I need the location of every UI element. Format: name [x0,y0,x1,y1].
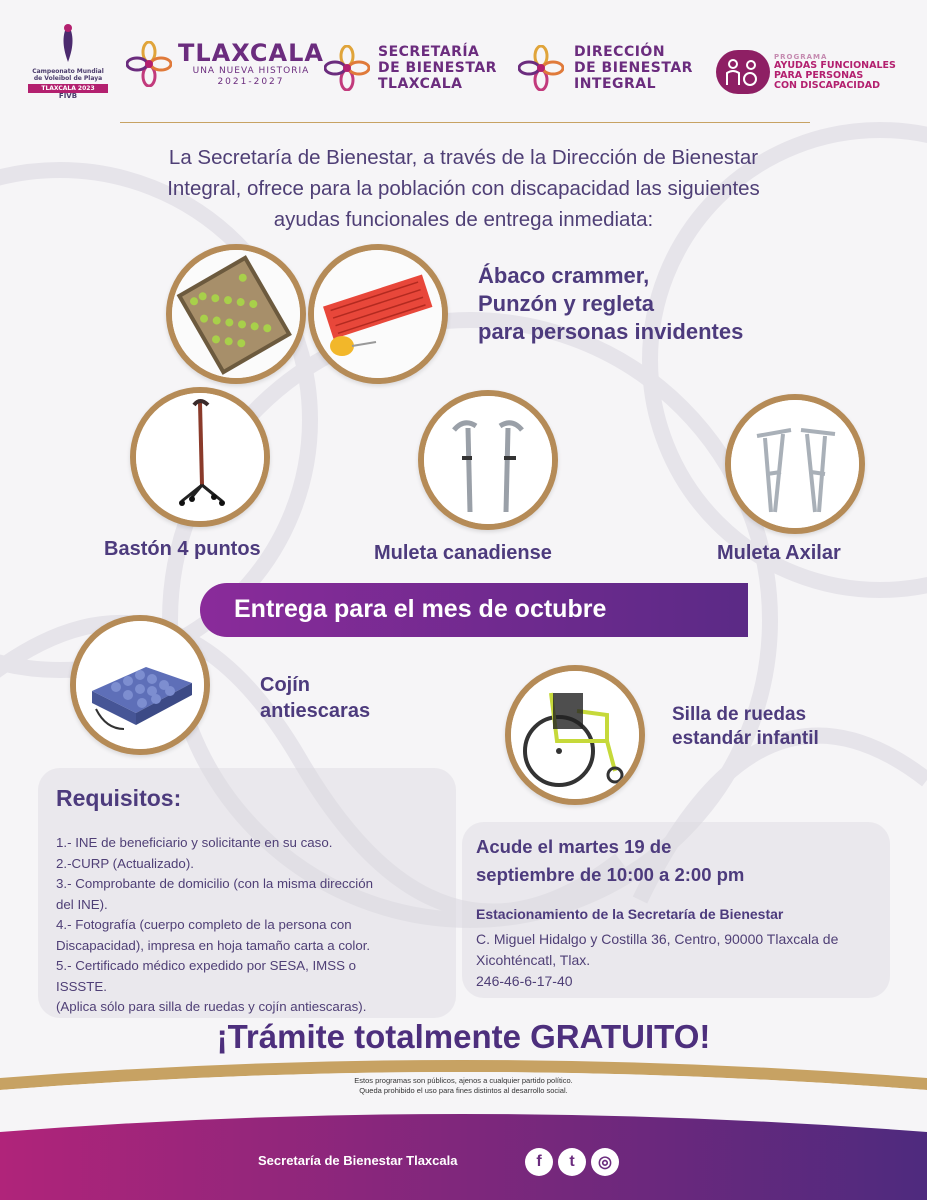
silla-ruedas-photo [505,665,645,805]
disclaimer [0,1076,927,1096]
direccion-line: Xicohténcatl, Tlax. [476,952,591,968]
programa-line: PARA PERSONAS [774,70,864,81]
acude-text [476,833,876,889]
programa-line: CON DISCAPACIDAD [774,80,880,91]
intro-text [50,142,877,235]
requisito-line: (Aplica sólo para silla de ruedas y cojín antiescaras). [56,999,367,1014]
intro-line: La Secretaría de Bienestar, a través de la Dirección de Bienestar [168,146,759,169]
instagram-glyph: ◎ [598,1154,612,1171]
acude-line: septiembre de 10:00 a 2:00 pm [476,864,745,885]
campeonato-line: de Voleibol de Playa [33,75,103,82]
footer-text: Secretaría de Bienestar Tlaxcala [258,1153,458,1168]
secretaria-line: DE BIENESTAR [378,60,497,76]
header-divider [120,122,810,123]
abaco-label [478,262,743,346]
direccion-line: DIRECCIÓN [574,44,666,60]
secretaria-line: SECRETARÍA [378,44,480,60]
telefono: 246-46-6-17-40 [476,973,573,989]
disclaimer-line: Estos programas son públicos, ajenos a cualquier partido político. [354,1076,573,1085]
silla-line: Silla de ruedas [672,704,807,725]
abaco-line: Punzón y regleta [478,291,655,316]
intro-line: Integral, ofrece para la población con discapacidad las siguientes [167,177,760,200]
muleta-axilar-label: Muleta Axilar [717,542,841,564]
muleta-axilar-photo [725,394,865,534]
intro-line: ayudas funcionales de entrega inmediata: [273,208,654,231]
secretaria-logo [324,44,497,92]
disclaimer-line: Queda prohibido el uso para fines distintos al desarrollo social. [359,1086,568,1095]
facebook-glyph: f [536,1153,542,1170]
direccion-line: C. Miguel Hidalgo y Costilla 36, Centro, 90000 Tlaxcala de [476,931,839,947]
flower-icon [324,45,370,91]
programa-label: PROGRAMA [774,53,828,61]
campeonato-line: Campeonato Mundial [32,68,104,75]
silla-line: estandár infantil [672,728,819,749]
programa-line: AYUDAS FUNCIONALES [774,60,896,71]
cojin-label [260,672,370,724]
abaco-photo [166,244,306,384]
instagram-icon[interactable] [591,1148,619,1176]
family-icon [716,50,770,94]
requisitos-title: Requisitos: [56,785,182,811]
cojin-line: antiescaras [260,700,371,722]
programa-logo [716,50,896,94]
campeonato-logo [28,22,108,100]
requisito-line: 3.- Comprobante de domicilio (con la misma dirección [56,876,374,891]
entrega-banner-text: Entrega para el mes de octubre [234,595,607,623]
fivb-label: FIVB [58,92,78,100]
baston-label: Bastón 4 puntos [104,538,261,560]
requisito-line: 5.- Certificado médico expedido por SESA, IMSS o [56,958,357,973]
gratuito-headline: ¡Trámite totalmente GRATUITO! [216,1018,711,1055]
requisito-line: 2.-CURP (Actualizado). [56,855,194,871]
direccion-line: INTEGRAL [574,76,657,92]
direccion-line: DE BIENESTAR [574,60,693,76]
campeonato-badge: TLAXCALA 2023 [28,84,108,93]
twitter-glyph: t [569,1153,575,1170]
secretaria-line: TLAXCALA [378,76,463,92]
requisitos-list [56,833,436,1018]
requisito-line: 1.- INE de beneficiario y solicitante en su caso. [56,835,333,850]
facebook-icon[interactable] [525,1148,553,1176]
cojin-line: Cojín [260,674,310,696]
acude-line: Acude el martes 19 de [476,836,672,857]
muleta-canadiense-photo [418,390,558,530]
requisito-line: 4.- Fotografía (cuerpo completo de la persona con [56,917,352,932]
requisito-line: Discapacidad), impresa en hoja tamaño carta a color. [56,937,371,953]
tlaxcala-logo [126,40,324,87]
volleyball-player-icon [28,22,108,64]
tlaxcala-subtitle: UNA NUEVA HISTORIA [192,66,310,76]
baston-photo [130,387,270,527]
direccion-logo [518,44,693,92]
flower-icon [518,45,564,91]
tlaxcala-years: 2021-2027 [217,77,285,87]
requisito-line: del INE). [56,896,108,912]
abaco-line: para personas invidentes [478,319,744,344]
abaco-line: Ábaco crammer, [478,263,650,288]
lugar-text: Estacionamiento de la Secretaría de Bienestar [476,906,784,922]
tlaxcala-title: TLAXCALA [178,39,324,67]
direccion-text [476,929,896,992]
regleta-photo [308,244,448,384]
twitter-icon[interactable] [558,1148,586,1176]
flower-icon [126,41,172,87]
muleta-canadiense-label: Muleta canadiense [374,542,552,564]
requisito-line: ISSSTE. [56,978,107,994]
silla-ruedas-label [672,703,819,751]
cojin-photo [70,615,210,755]
